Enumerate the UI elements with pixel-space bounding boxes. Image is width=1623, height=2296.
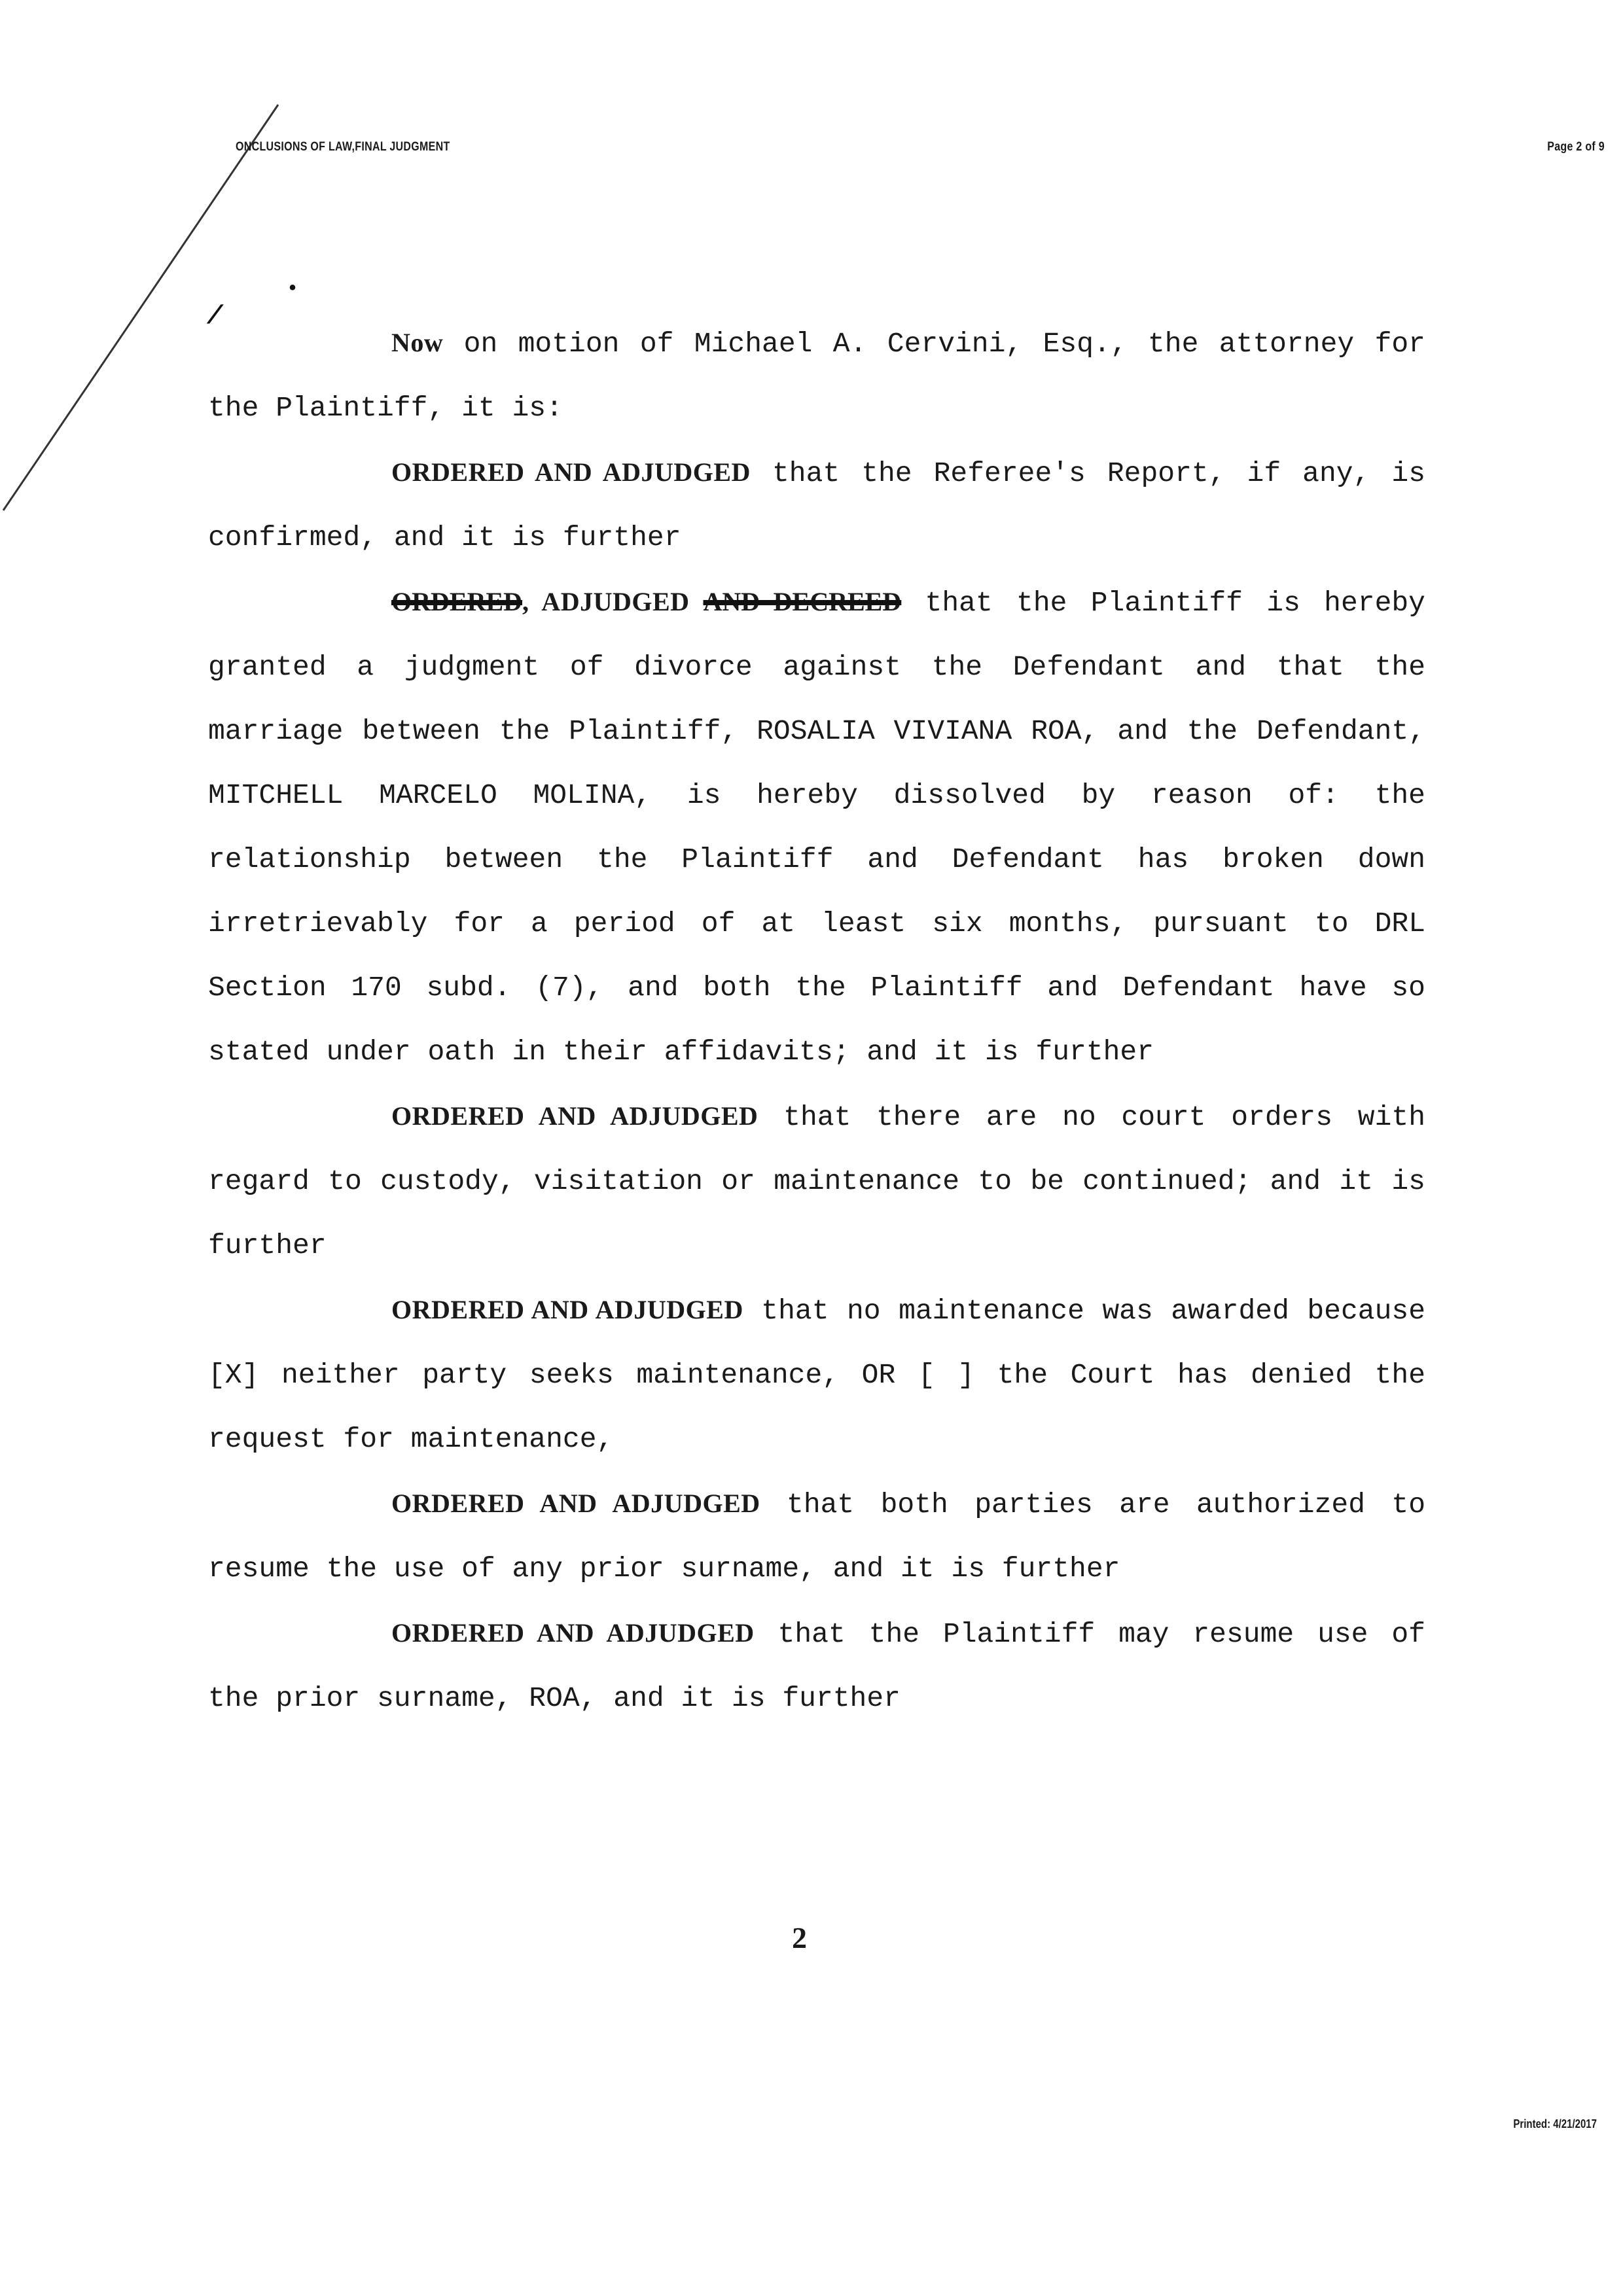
paragraph-prior-surname xyxy=(208,1472,1425,1601)
paragraph-text: on motion of Michael A. Cervini, Esq., the attorney for the Plaintiff, it is: xyxy=(208,328,1425,424)
pen-tick-mark: / xyxy=(207,302,223,332)
judgment-body xyxy=(208,311,1425,1731)
paragraph-court-orders xyxy=(208,1084,1425,1278)
paragraph-referee-report xyxy=(208,440,1425,570)
page-number: 2 xyxy=(792,1921,807,1954)
paragraph-plaintiff-surname xyxy=(208,1601,1425,1731)
paragraph-text: that the Plaintiff is hereby granted a judgment of divorce against the Defendant and that the marriage between the Plaintiff, ROSALIA VIVIANA ROA, and the Defendant, MITCHELL MARCELO MOLINA, is hereby dissolved by reason of: the relationship between the Plaintiff and Defendant has broken down irretrievably for a period of at least six months, pursuant to DRL Section 170 subd. (7), and both the Plaintiff and Defendant have so stated under oath in their affidavits; and it is further xyxy=(208,587,1425,1068)
paragraph-lead: Now xyxy=(391,328,444,357)
struck-word: AND DECREED xyxy=(703,587,902,616)
paragraph-lead: ORDERED AND ADJUDGED xyxy=(391,457,751,487)
paragraph-text: that both parties are authorized to resume the use of any prior surname, and it is further xyxy=(208,1489,1426,1585)
paragraph-text: that there are no court orders with regard to custody, visitation or maintenance to be continued; and it is further xyxy=(208,1101,1426,1262)
paragraph-lead: , ADJUDGED xyxy=(522,587,704,616)
pen-dot-mark: • xyxy=(287,278,299,300)
paragraph-text: that the Plaintiff may resume use of the prior surname, ROA, and it is further xyxy=(208,1618,1425,1714)
paragraph-text: that the Referee's Report, if any, is confirmed, and it is further xyxy=(208,457,1426,554)
document-header-title: ONCLUSIONS OF LAW,FINAL JUDGMENT xyxy=(236,140,450,154)
paragraph-lead: ORDERED AND ADJUDGED xyxy=(391,1489,760,1518)
paragraph-motion xyxy=(208,311,1425,440)
paragraph-text: that no maintenance was awarded because [X] neither party seeks maintenance, OR [ ] the Court has denied the request for maintenance, xyxy=(208,1295,1425,1455)
paragraph-maintenance xyxy=(208,1278,1425,1472)
paragraph-lead: ORDERED AND ADJUDGED xyxy=(391,1295,743,1324)
paragraph-divorce-granted xyxy=(208,570,1425,1084)
printed-date: Printed: 4/21/2017 xyxy=(1513,2117,1597,2131)
paragraph-lead: ORDERED AND ADJUDGED xyxy=(391,1618,755,1648)
page-count-label: Page 2 of 9 xyxy=(1547,140,1605,154)
paragraph-lead: ORDERED AND ADJUDGED xyxy=(391,1101,758,1131)
struck-word: ORDERED xyxy=(391,587,523,616)
